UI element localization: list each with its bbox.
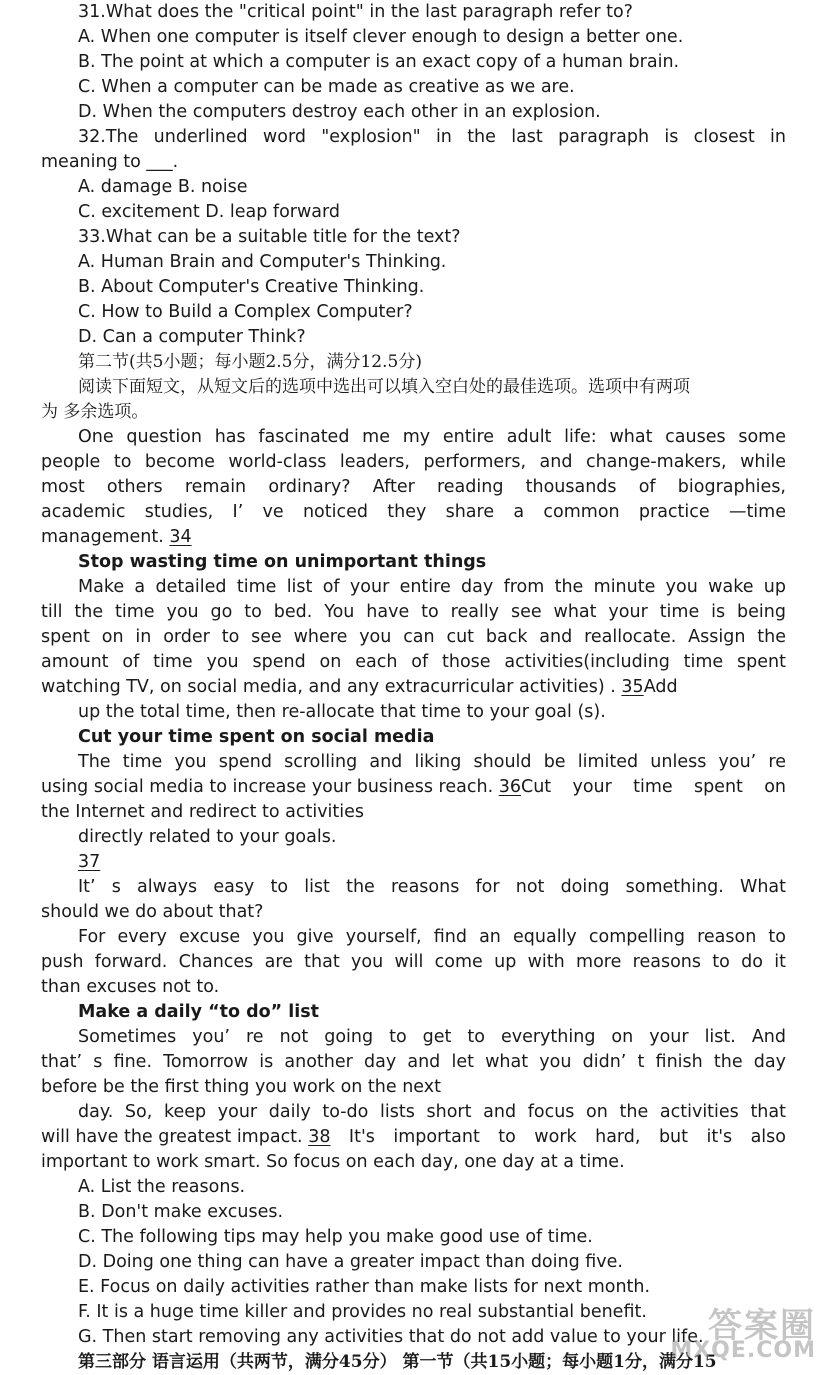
passage-p7-line1: day. So, keep your daily to-do lists short and focus on the activities that [78,1102,786,1122]
blank-34: 34 [169,527,192,547]
passage-p3-continuation: directly related to your goals. [78,827,337,847]
passage-p2-line3: spent on in order to see where you can cut back and reallocate. Assign the [41,627,786,647]
section-2-header: 第二节(共5小题；每小题2.5分，满分12.5分) [78,352,422,372]
passage-p6-line1: Sometimes you’ re not going to get to everything on your list. And [78,1027,786,1047]
passage-p6-line3: before be the first thing you work on the next [41,1077,441,1097]
passage-p1-line3: most others remain ordinary? After reading thousands of biographies, [41,477,786,497]
blank-38: 38 [308,1127,331,1147]
question-32-options-cd: C. excitement D. leap forward [78,202,341,222]
passage-p2-last-a: watching TV, on social media, and any extracurricular activities) . [41,677,622,697]
passage-p1-line5 [41,525,786,550]
passage-p7-line2-b: It's important to work hard, but it's also [330,1127,786,1147]
blank-37: 37 [78,852,101,872]
passage-p3-line2 [41,775,786,800]
passage-p2-line4: amount of time you spend on each of those activities(including time spent [41,652,786,672]
passage-p2-line5 [41,675,786,700]
passage-heading-2: Cut your time spent on social media [78,727,435,747]
question-33-option-d: D. Can a computer Think? [78,327,306,347]
answer-option-b: B. Don't make excuses. [78,1202,284,1222]
answer-option-d: D. Doing one thing can have a greater impact than doing five. [78,1252,623,1272]
question-33-stem: 33.What can be a suitable title for the text? [78,227,461,247]
watermark-logo [640,1298,820,1368]
answer-option-e: E. Focus on daily activities rather than make lists for next month. [78,1277,651,1297]
passage-p7-line3: important to work smart. So focus on each day, one day at a time. [41,1152,625,1172]
question-32-stem-line1: 32.The underlined word "explosion" in the last paragraph is closest in [78,127,786,147]
answer-option-f: F. It is a huge time killer and provides no real substantial benefit. [78,1302,647,1322]
passage-p5-line1: For every excuse you give yourself, find an equally compelling reason to [78,927,786,947]
answer-option-a: A. List the reasons. [78,1177,246,1197]
question-31-option-c: C. When a computer can be made as creative as we are. [78,77,575,97]
watermark-line2: MXQE.COM [670,1338,816,1363]
passage-p1-last-text: management. [41,527,170,547]
section-2-instruction-line1: 阅读下面短文，从短文后的选项中选出可以填入空白处的最佳选项。选项中有两项 [78,377,690,397]
passage-heading-3: Make a daily “to do” list [78,1002,319,1022]
passage-p5-line3: than excuses not to. [41,977,220,997]
passage-p6-line2: that’ s fine. Tomorrow is another day and let what you didn’ t finish the day [41,1052,786,1072]
watermark-line1: 答案圈 [708,1306,816,1346]
question-31-option-d: D. When the computers destroy each other in an explosion. [78,102,601,122]
passage-p3-line3: the Internet and redirect to activities [41,802,365,822]
question-33-option-c: C. How to Build a Complex Computer? [78,302,413,322]
passage-p3-line2-b: Cut your time spent on [520,777,786,797]
passage-blank-37-line [41,850,786,875]
passage-p2-line2: till the time you go to bed. You have to really see what your time is being [41,602,786,622]
passage-p2-line1: Make a detailed time list of your entire day from the minute you wake up [78,577,786,597]
passage-p4-line1: It’ s always easy to list the reasons for not doing something. What [78,877,786,897]
question-33-option-b: B. About Computer's Creative Thinking. [78,277,425,297]
exam-page [41,0,786,1375]
question-33-option-a: A. Human Brain and Computer's Thinking. [78,252,447,272]
passage-p3-line1: The time you spend scrolling and liking should be limited unless you’ re [78,752,786,772]
blank-35: 35 [621,677,644,697]
question-31-option-a: A. When one computer is itself clever enough to design a better one. [78,27,684,47]
answer-option-g: G. Then start removing any activities that do not add value to your life. [78,1327,704,1347]
passage-p7-line2 [41,1125,786,1150]
passage-p4-line2: should we do about that? [41,902,264,922]
passage-heading-1: Stop wasting time on unimportant things [78,552,487,572]
section-2-instruction-line2: 为 多余选项。 [41,402,149,422]
passage-p5-line2: push forward. Chances are that you will come up with more reasons to do it [41,952,786,972]
question-31-stem: 31.What does the "critical point" in the last paragraph refer to? [78,2,633,22]
part-3-header: 第三部分 语言运用（共两节，满分45分） 第一节（共15小题；每小题1分，满分15 [78,1352,717,1372]
blank-36: 36 [498,777,521,797]
question-32-options-ab: A. damage B. noise [78,177,248,197]
passage-p1-line1: One question has fascinated me my entire adult life: what causes some [78,427,786,447]
passage-p1-line2: people to become world-class leaders, performers, and change-makers, while [41,452,786,472]
passage-p7-line2-a: will have the greatest impact. [41,1127,309,1147]
question-32-stem-line2: meaning to ___. [41,152,179,172]
passage-p2-continuation: up the total time, then re-allocate that time to your goal (s). [78,702,606,722]
passage-p1-line4: academic studies, I’ ve noticed they share a common practice —time [41,502,786,522]
question-31-option-b: B. The point at which a computer is an exact copy of a human brain. [78,52,680,72]
passage-p2-last-b: Add [643,677,678,697]
passage-p3-line2-a: using social media to increase your business reach. [41,777,499,797]
answer-option-c: C. The following tips may help you make good use of time. [78,1227,593,1247]
